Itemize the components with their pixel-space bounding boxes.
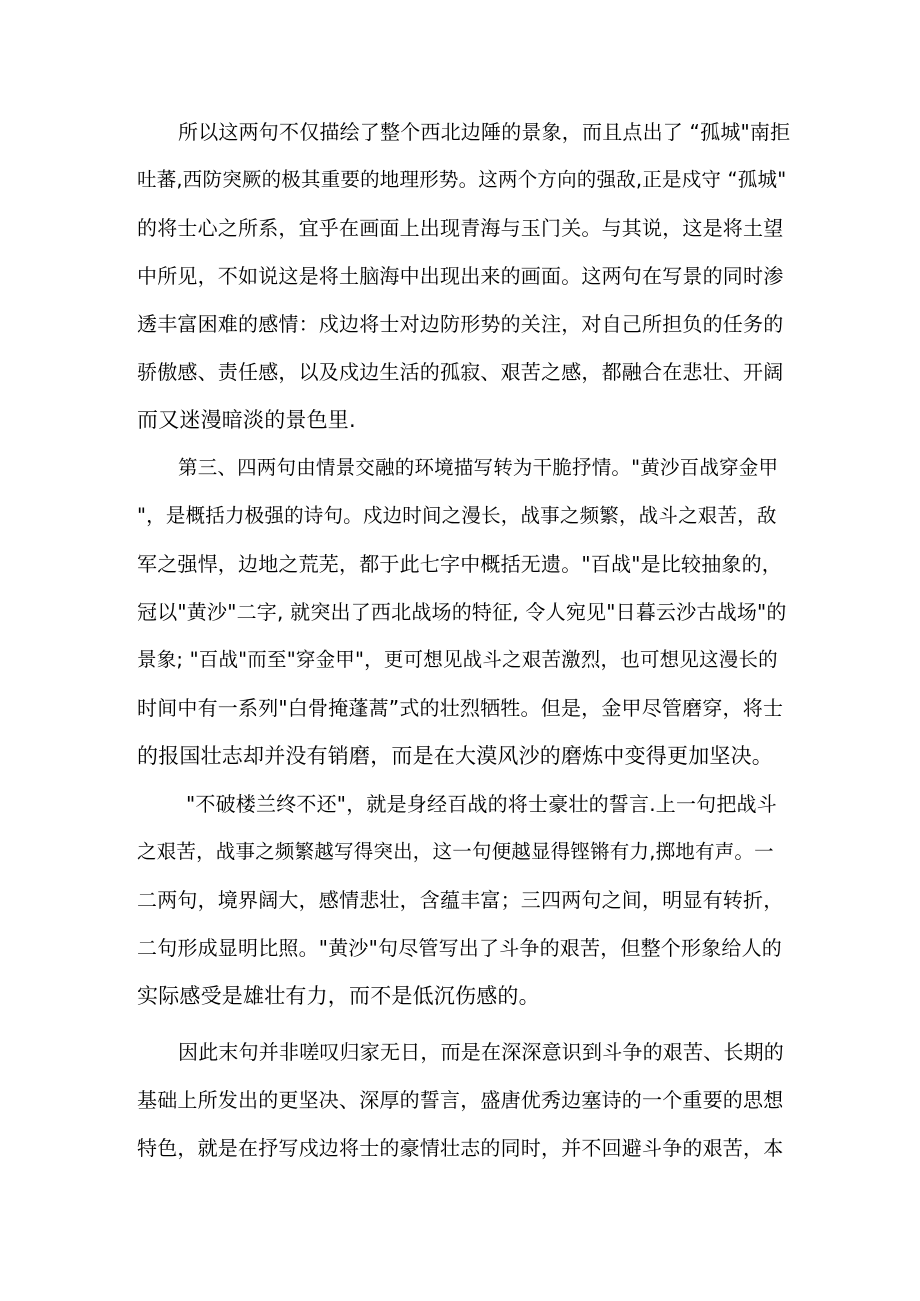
paragraph-3-line-3: 二两句，境界阔大，感情悲壮，含蕴丰富；三四两句之间，明显有转折，	[137, 888, 784, 912]
paragraph-1-line-2: 吐蕃,西防突厥的极其重要的地理形势。这两个方向的强敌,正是戍守 “孤城"	[137, 168, 787, 191]
paragraph-2-line-2: "，是概括力极强的诗句。戍边时间之漫长，战事之频繁，战斗之艰苦，敌	[137, 504, 777, 527]
paragraph-1-line-7: 而又迷漫暗淡的景色里.	[137, 408, 356, 432]
paragraph-2-line-1: 第三、四两句由情景交融的环境描写转为干脆抒情。"黄沙百战穿金甲	[178, 456, 779, 479]
paragraph-3-line-1: "不破楼兰终不还"，就是身经百战的将士豪壮的誓言.上一句把战斗	[186, 792, 777, 816]
paragraph-1-line-6: 骄傲感、责任感，以及戍边生活的孤寂、艰苦之感，都融合在悲壮、开阔	[137, 360, 784, 384]
paragraph-1-line-5: 透丰富困难的感情：戍边将士对边防形势的关注，对自己所担负的任务的	[137, 312, 784, 336]
paragraph-4-line-3: 特色，就是在抒写戍边将士的豪情壮志的同时，并不回避斗争的艰苦，本	[137, 1136, 784, 1160]
paragraph-1-line-1: 所以这两句不仅描绘了整个西北边陲的景象，而且点出了 “孤城"南拒	[178, 120, 791, 144]
paragraph-2-line-6: 时间中有一系列"白骨掩蓬蒿”式的壮烈牺牲。但是，金甲尽管磨穿，将士	[137, 696, 784, 720]
paragraph-3-line-5: 实际感受是雄壮有力，而不是低沉伤感的。	[137, 984, 540, 1008]
paragraph-2-line-3: 军之强悍，边地之荒芜，都于此七字中概括无遗。"百战"是比较抽象的，	[137, 552, 782, 576]
paragraph-2-line-5: 景象; "百战"而至"穿金甲"，更可想见战斗之艰苦激烈，也可想见这漫长的	[137, 648, 778, 671]
paragraph-4-line-1: 因此末句并非嗟叹归家无日，而是在深深意识到斗争的艰苦、长期的	[178, 1040, 784, 1064]
paragraph-3-line-2: 之艰苦，战事之频繁越写得突出，这一句便越显得铿锵有力,掷地有声。一	[137, 840, 774, 863]
paragraph-4-line-2: 基础上所发出的更坚决、深厚的誓言，盛唐优秀边塞诗的一个重要的思想	[137, 1088, 784, 1112]
paragraph-1-line-4: 中所见，不如说这是将土脑海中出现出来的画面。这两句在写景的同时渗	[137, 264, 784, 288]
paragraph-1-line-3: 的将士心之所系，宜乎在画面上出现青海与玉门关。与其说，这是将土望	[137, 216, 784, 240]
paragraph-2-line-4: 冠以"黄沙"二字, 就突出了西北战场的特征, 令人宛见"日暮云沙古战场"的	[137, 600, 787, 624]
paragraph-2-line-7: 的报国壮志却并没有销磨，而是在大漠风沙的磨炼中变得更加坚决。	[137, 744, 773, 768]
paragraph-3-line-4: 二句形成显明比照。"黄沙"句尽管写出了斗争的艰苦，但整个形象给人的	[137, 936, 782, 960]
